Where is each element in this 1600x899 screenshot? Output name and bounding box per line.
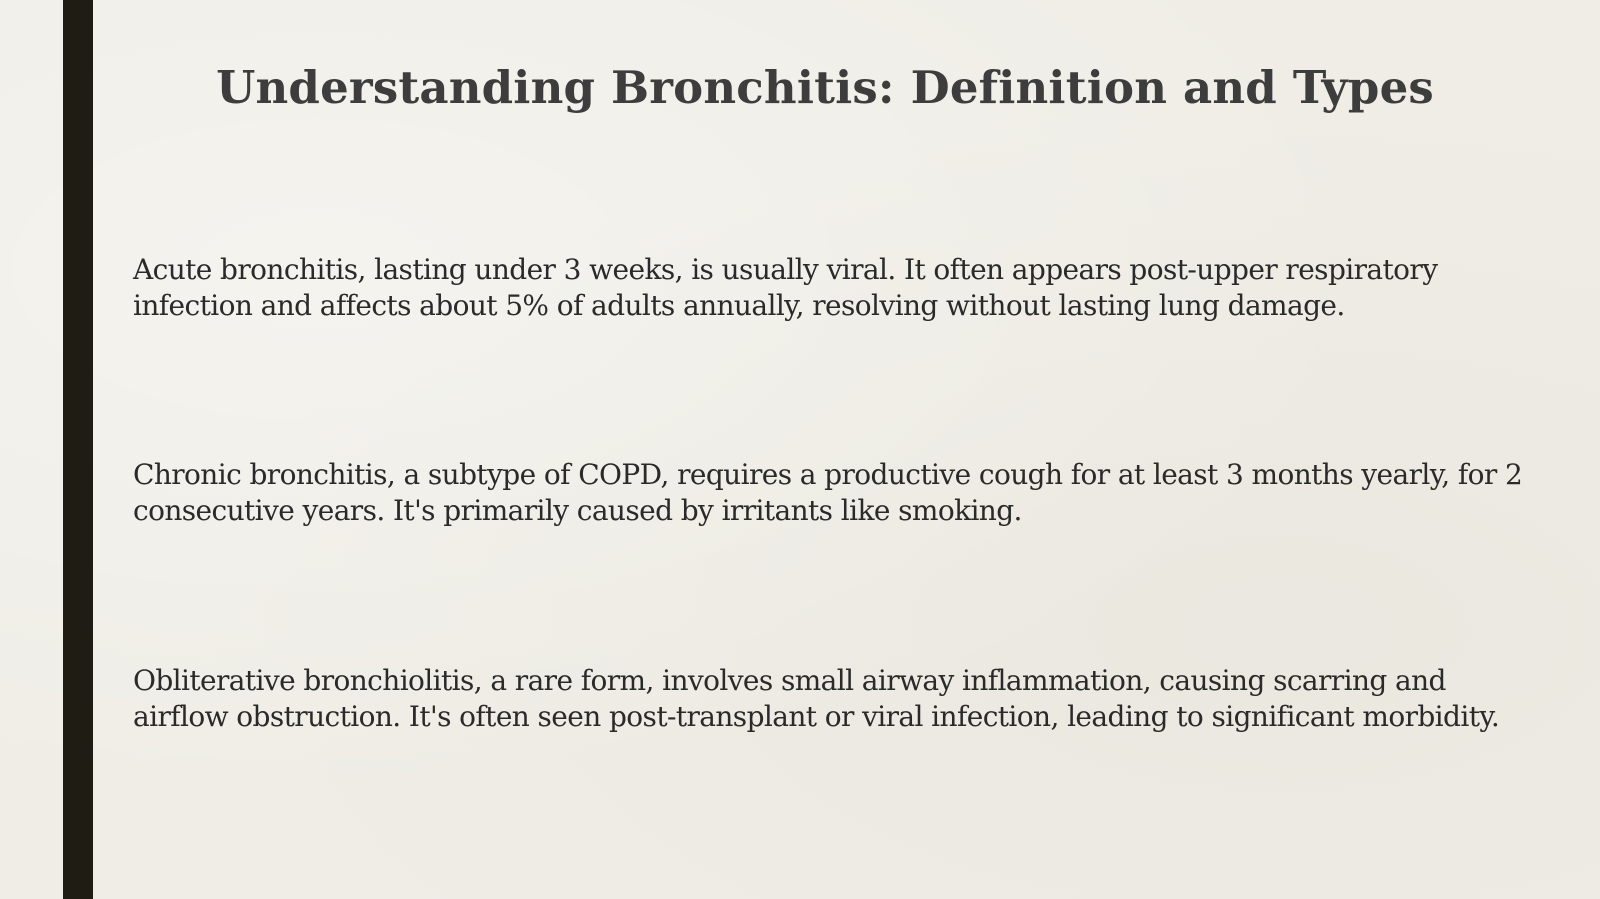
paragraph-acute-bronchitis: Acute bronchitis, lasting under 3 weeks, is usually viral. It often appears post-upper respiratory infection and affects about 5% of adults annually, resolving without lasting lung damage.: [133, 253, 1438, 322]
paragraph-chronic-bronchitis: Chronic bronchitis, a subtype of COPD, requires a productive cough for at least 3 months yearly, for 2 consecutive years. It's primarily caused by irritants like smoking.: [133, 458, 1523, 527]
slide-title: Understanding Bronchitis: Definition and Types: [216, 61, 1434, 114]
paragraph-obliterative-bronchiolitis: Obliterative bronchiolitis, a rare form, involves small airway inflammation, causing scarring and airflow obstruction. It's often seen post-transplant or viral infection, leading to significant morbidity.: [133, 664, 1500, 733]
accent-bar: [63, 0, 93, 899]
